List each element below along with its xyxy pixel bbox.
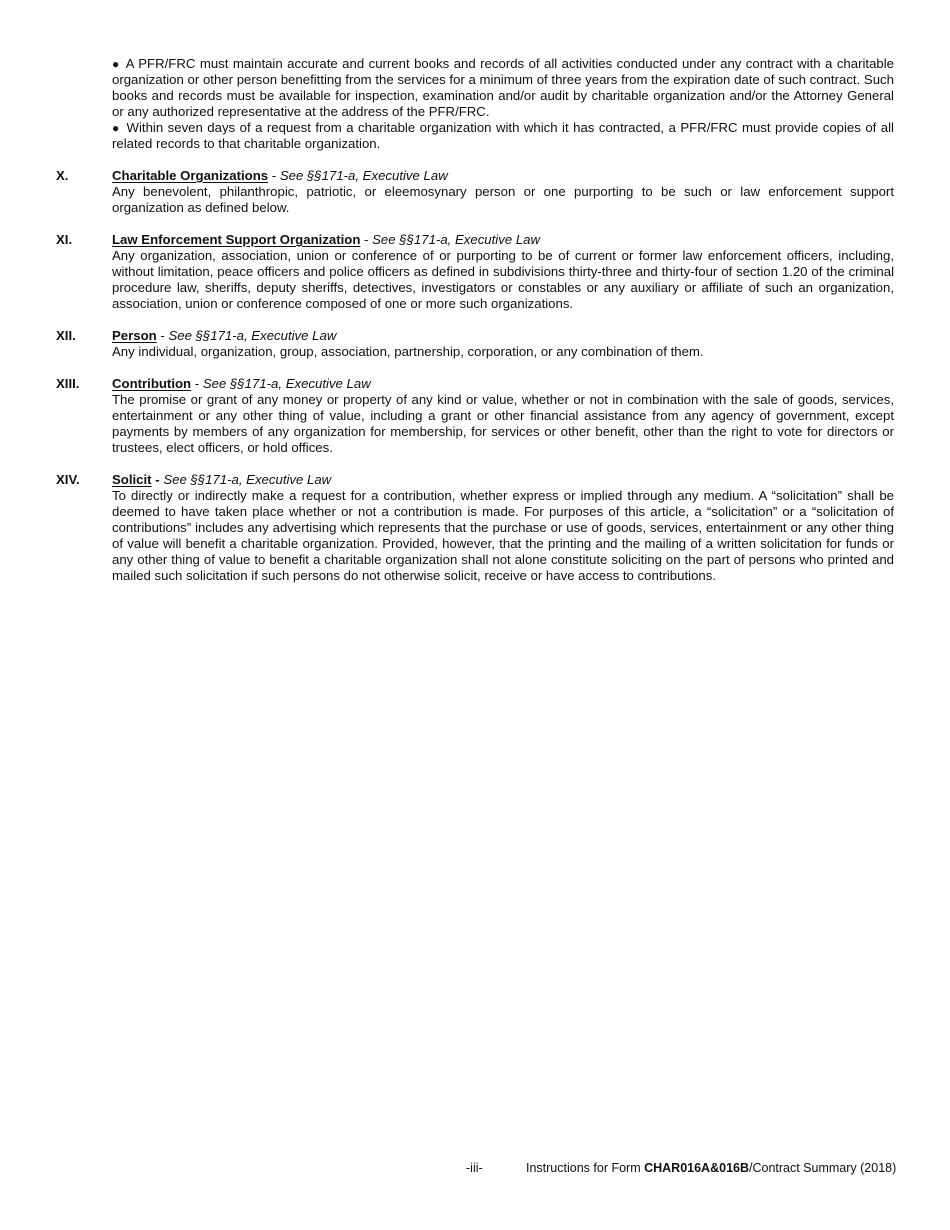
bullet-item	[112, 56, 894, 120]
law-reference: See §§171-a, Executive Law	[202, 376, 371, 391]
section-body	[112, 472, 894, 584]
form-instructions-label	[526, 1160, 896, 1176]
defined-term: Law Enforcement Support Organization	[112, 232, 361, 247]
section-heading	[112, 472, 894, 488]
bullet-text: Within seven days of a request from a charitable organization with which it has contracted, a PFR/FRC must provide copies of all related records to that charitable organization.	[112, 120, 894, 151]
recordkeeping-bullets	[112, 56, 894, 152]
defined-term: Person	[112, 328, 157, 343]
definition-text: The promise or grant of any money or property of any kind or value, whether or not in combination with the sale of goods, services, entertainment or any other thing of value, including a grant or other financial assistance from any agency of government, except payments by members of any organization for membership, for services or other benefit, other than the right to vote for directors or trustees, elect officers, or hold offices.	[112, 392, 894, 455]
definition-text: To directly or indirectly make a request for a contribution, whether express or implied through any medium. A “solicitation” shall be deemed to have taken place whether or not a contribution is made. For purposes of this article, a “solicitation” or a “solicitation of contributions” includes any advertising which represents that the purchase or use of goods, services, entertainment or any other thing of value will benefit a charitable organization. Provided, however, that the printing and the mailing of a written solicitation for funds or any other thing of value to benefit a charitable organization shall not alone constitute soliciting on the part of persons who printed and mailed such solicitation if such persons do not otherwise solicit, receive or have access to contributions.	[112, 488, 894, 583]
heading-separator: -	[151, 472, 164, 487]
bullet-icon: ●	[112, 57, 121, 71]
footer-suffix: /Contract Summary (2018)	[749, 1161, 897, 1175]
section-numeral: XIV.	[56, 472, 80, 487]
section-heading	[112, 328, 894, 344]
form-code: CHAR016A&016B	[644, 1161, 749, 1175]
bullet-icon: ●	[112, 121, 121, 135]
section-body	[112, 376, 894, 456]
defined-term: Charitable Organizations	[112, 168, 269, 183]
definition-text: Any individual, organization, group, association, partnership, corporation, or any combination of them.	[112, 344, 704, 359]
section-body	[112, 168, 894, 216]
law-reference: See §§171-a, Executive Law	[168, 328, 337, 343]
heading-separator: -	[268, 168, 280, 183]
definition-text: Any organization, association, union or conference of or purporting to be of current or former law enforcement officers, including, without limitation, peace officers and police officers as defined in subdivisions thirty-three and thirty-four of section 1.20 of the criminal procedure law, sheriffs, deputy sheriffs, detectives, investigators or constables or any auxiliary or affiliate of such an organization, association, union or conference composed of one or more such organizations.	[112, 248, 894, 311]
section-numeral: XIII.	[56, 376, 80, 391]
law-reference: See §§171-a, Executive Law	[163, 472, 332, 487]
law-reference: See §§171-a, Executive Law	[372, 232, 541, 247]
footer-prefix: Instructions for Form	[526, 1161, 645, 1175]
section-numeral: XI.	[56, 232, 73, 247]
section-body	[112, 328, 894, 360]
heading-separator: -	[360, 232, 373, 247]
bullet-text: A PFR/FRC must maintain accurate and current books and records of all activities conducted under any contract with a charitable organization or other person benefitting from the services for a minimum of three years from the expiration date of such contract. Such books and records must be available for inspection, examination and/or audit by charitable organization and/or the Attorney General or any authorized representative at the address of the PFR/FRC.	[112, 56, 895, 119]
defined-term: Solicit	[112, 472, 152, 487]
section-heading	[112, 168, 894, 184]
heading-separator: -	[191, 376, 203, 391]
section-numeral: XII.	[56, 328, 76, 343]
section-numeral: X.	[56, 168, 69, 183]
section-heading	[112, 376, 894, 392]
law-reference: See §§171-a, Executive Law	[279, 168, 448, 183]
page-number: -iii-	[466, 1161, 483, 1175]
heading-separator: -	[156, 328, 169, 343]
definition-text: Any benevolent, philanthropic, patriotic, or eleemosynary person or one purporting to be such or law enforcement support organization as defined below.	[112, 184, 894, 215]
section-body	[112, 232, 894, 312]
section-heading	[112, 232, 894, 248]
bullet-item	[112, 120, 894, 152]
defined-term: Contribution	[112, 376, 192, 391]
